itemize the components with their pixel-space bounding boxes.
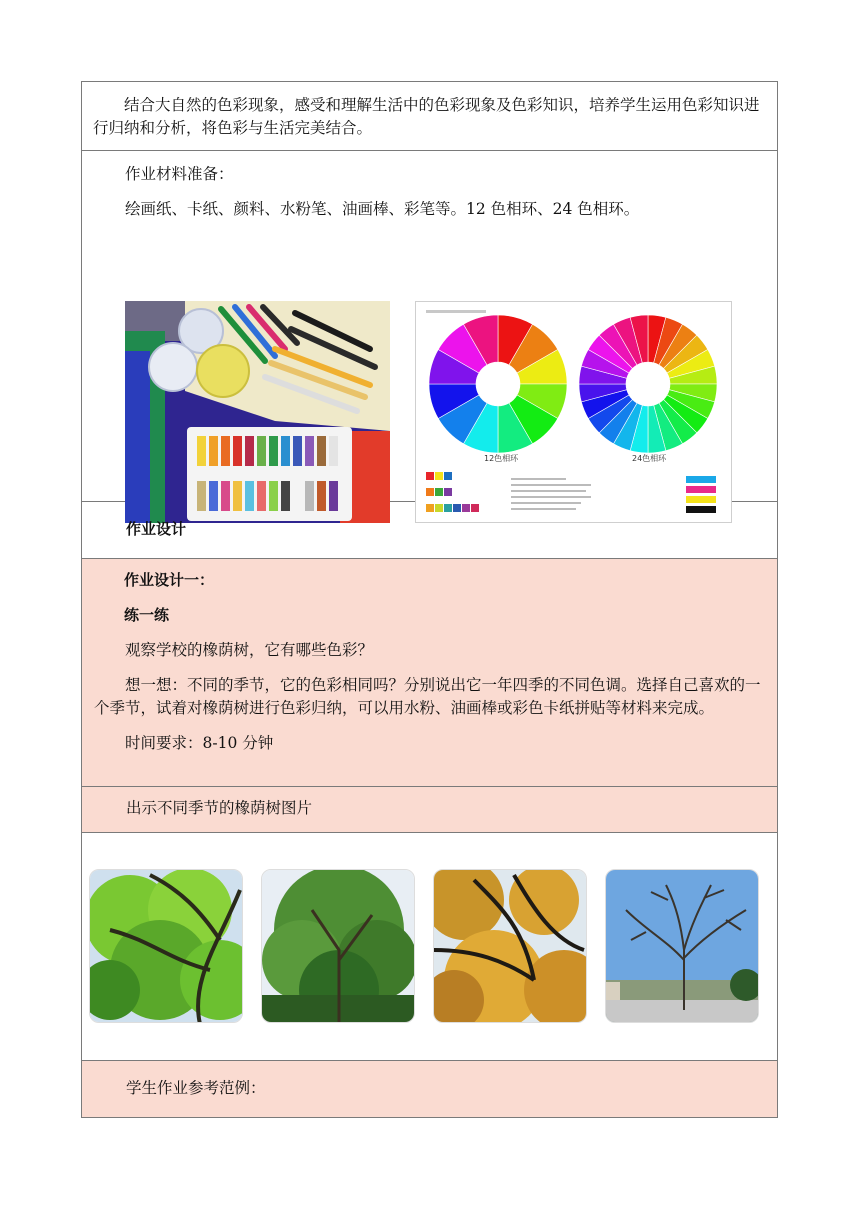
- tree-photo-autumn: [433, 869, 587, 1023]
- think-question: 想一想：不同的季节，它的色彩相同吗？分别说出它一年四季的不同色调。选择自己喜欢的一个季节，试着对橡荫树进行色彩归纳，可以用水粉、油画棒或彩色卡纸拼贴等材料来完成。: [94, 676, 761, 717]
- intro-text: 结合大自然的色彩现象，感受和理解生活中的色彩现象及色彩知识，培养学生运用色彩知识进行归纳和分析，将色彩与生活完美结合。: [93, 96, 760, 137]
- wheel-24-label: 24色相环: [632, 454, 667, 463]
- example-text: 学生作业参考范例：: [126, 1079, 266, 1097]
- design-one-title: 作业设计一：: [124, 571, 215, 589]
- worksheet-table: [81, 81, 778, 1118]
- tree-photo-summer: [261, 869, 415, 1023]
- design-title: 作业设计: [126, 520, 187, 538]
- design-title-row: [82, 502, 777, 559]
- design-one-row: [82, 559, 777, 787]
- materials-row: [82, 151, 777, 502]
- art-supplies-photo: [125, 301, 390, 523]
- practice-title: 练一练: [124, 606, 170, 624]
- example-row: [82, 1061, 777, 1117]
- color-wheel-12: [429, 315, 567, 453]
- color-wheels-image: [415, 301, 732, 523]
- materials-list: 绘画纸、卡纸、颜料、水粉笔、油画棒、彩笔等。12 色相环、24 色相环。: [125, 200, 640, 218]
- color-wheel-24: [579, 315, 717, 453]
- tree-photos-row: [82, 833, 777, 1061]
- observe-question: 观察学校的橡荫树，它有哪些色彩？: [125, 641, 374, 659]
- wheel-12-label: 12色相环: [484, 454, 519, 463]
- show-trees-row: [82, 787, 777, 833]
- materials-heading: 作业材料准备：: [125, 165, 234, 183]
- time-requirement: 时间要求：8-10 分钟: [125, 734, 274, 752]
- intro-row: [82, 82, 777, 151]
- tree-photo-spring: [89, 869, 243, 1023]
- show-trees-text: 出示不同季节的橡荫树图片: [126, 799, 313, 817]
- tree-photo-winter: [605, 869, 759, 1023]
